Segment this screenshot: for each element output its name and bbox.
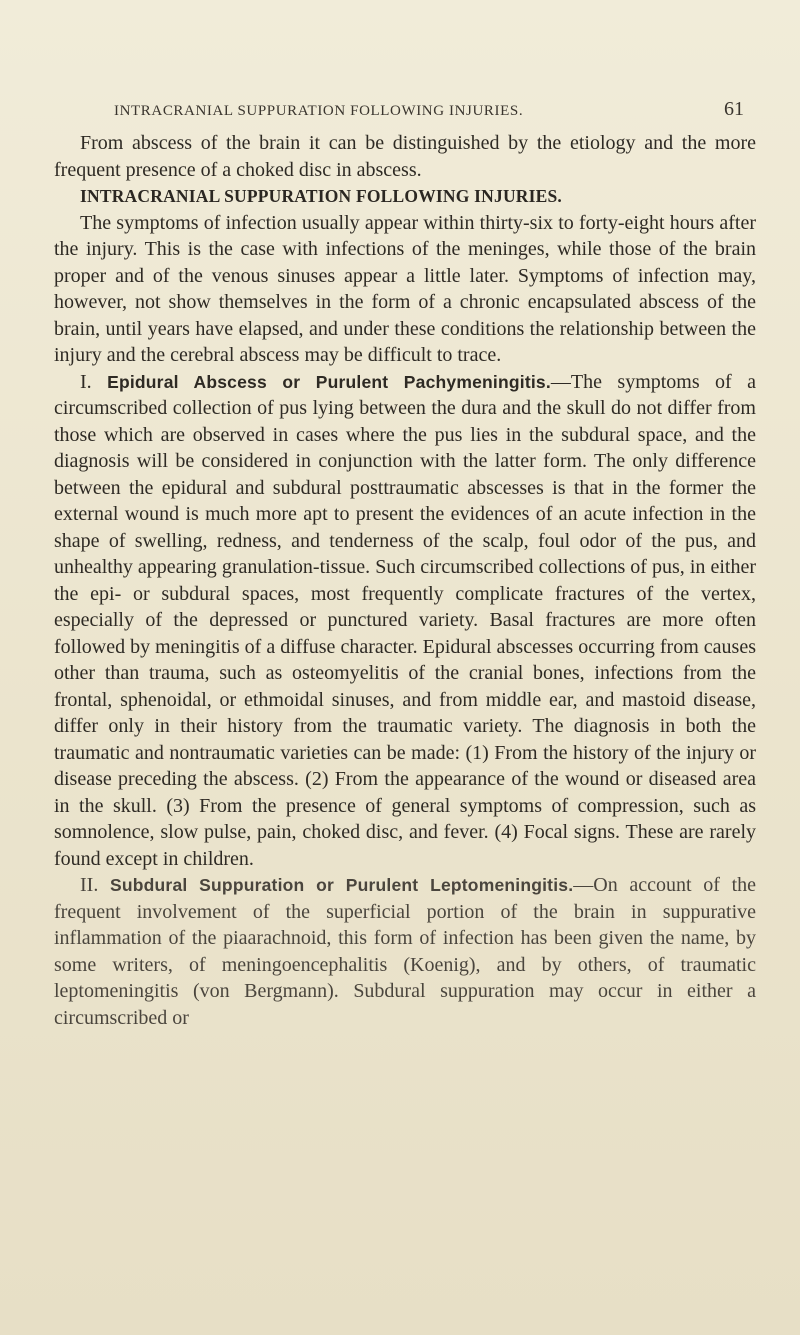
- subdural-text: —On account of the frequent involvement of the superficial portion of the brain in suppurative inflammation of the piaarachnoid, this form of infection has been given the name, by some writers, of meningoencephalitis (Koenig), and by others, of traumatic leptomeningitis (von Bergmann). Subdural suppuration may occur in either a circumscribed or: [54, 874, 757, 1029]
- paragraph-symptoms: The symptoms of infection usually appear within thirty-six to forty-eight hours after the injury. This is the case with infections of the meninges, while those of the brain proper and of the venous sinuses appear a little later. Symptoms of infection may, however, not show themselves in the form of a chronic encapsulated abscess of the brain, until years have elapsed, and under these conditions the relationship between the injury and the cerebral abscess may be difficult to trace.: [54, 211, 756, 366]
- paragraph-intro: From abscess of the brain it can be distinguished by the etiology and the more frequent presence of a choked disc in abscess.: [54, 132, 756, 181]
- page-number: 61: [724, 98, 744, 120]
- subdural-number: II.: [80, 874, 99, 896]
- paragraph-subdural: [54, 872, 756, 1031]
- section-heading: INTRACRANIAL SUPPURATION FOLLOWING INJURIES.: [80, 186, 563, 206]
- running-head: [114, 98, 744, 121]
- subdural-heading: Subdural Suppuration or Purulent Leptomeningitis.: [110, 875, 574, 895]
- epidural-number: I.: [80, 370, 92, 393]
- body-text: [54, 130, 756, 1031]
- running-title: INTRACRANIAL SUPPURATION FOLLOWING INJURIES.: [114, 103, 524, 119]
- epidural-text: —The symptoms of a circumscribed collection of pus lying between the dura and the skull do not differ from those which are observed in cases where the pus lies in the subdural space, and the diagnosis will be considered in conjunction with the latter form. The only difference between the epidural and subdural posttraumatic abscesses is that in the former the external wound is much more apt to present the evidences of an acute infection in the shape of swelling, redness, and tenderness of the scalp, foul odor of the pus, and unhealthy appearing granulation-tissue. Such circumscribed collections of pus, in either the epi- or subdural spaces, most frequently complicate fractures of the vertex, especially of the depressed or punctured variety. Basal fractures are more often followed by meningitis of a diffuse character. Epidural abscesses occurring from causes other than trauma, such as osteomyelitis of the cranial bones, infections from the frontal, sphenoidal, or ethmoidal sinuses, and from middle ear, and mastoid disease, differ only in their history from the traumatic variety. The diagnosis in both the traumatic and nontraumatic varieties can be made: (1) From the history of the injury or disease preceding the abscess. (2) From the appearance of the wound or diseased area in the skull. (3) From the presence of general symptoms of compression, such as somnolence, slow pulse, pain, choked disc, and fever. (4) Focal signs. These are rarely found except in children.: [54, 370, 756, 870]
- epidural-heading: Epidural Abscess or Purulent Pachymeningitis.: [107, 371, 551, 392]
- paragraph-epidural: [54, 369, 756, 873]
